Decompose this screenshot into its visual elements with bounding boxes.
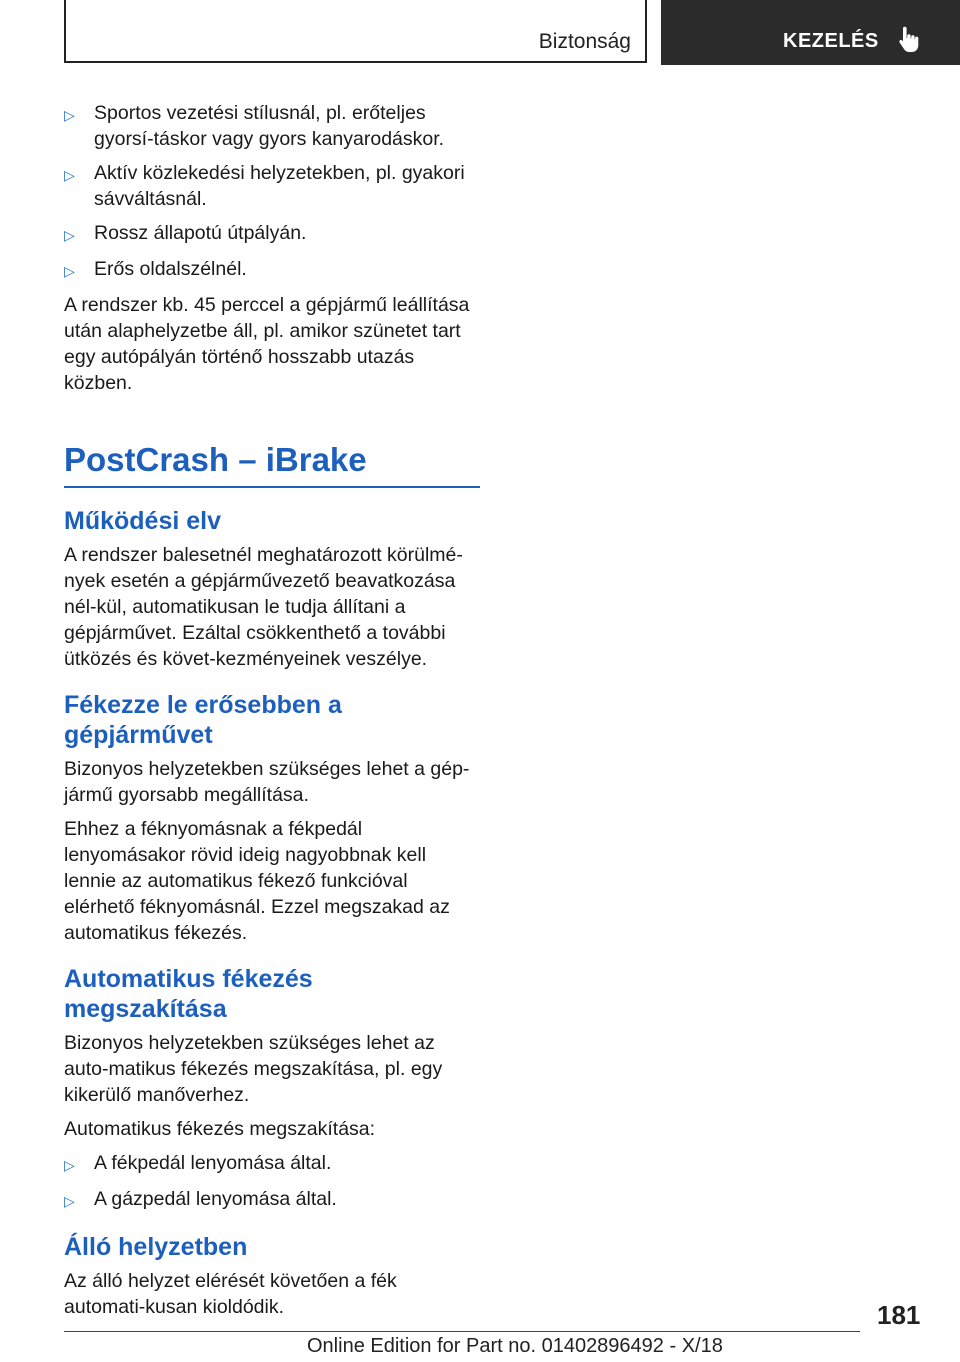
paragraph-brake-harder-1: Bizonyos helyzetekben szükséges lehet a gép-jármű gyorsabb megállítása. [64,758,470,806]
section-title-interrupt: Automatikus fékezés megszakítása [64,965,313,1023]
list-item: ▷ A gázpedál lenyomása által. [64,1186,482,1214]
list-item: ▷ Sportos vezetési stílusnál, pl. erőteljes gyorsí-táskor vagy gyors kanyarodáskor. [64,102,445,150]
triangle-bullet-icon: ▷ [64,107,75,123]
paragraph-interrupt-1: Bizonyos helyzetekben szükséges lehet az auto-matikus fékezés megszakítása, pl. egy kikerülő manőverhez. [64,1032,443,1106]
list-item: ▷ Erős oldalszélnél. [64,256,482,284]
header-section-title: Biztonság [538,30,631,53]
triangle-bullet-icon: ▷ [64,1193,75,1209]
header-chapter-tab [661,0,960,65]
paragraph-brake-harder-2: Ehhez a féknyomásnak a fékpedál lenyomásakor rövid ideig nagyobbnak kell lennie az automatikus fékező funkcióval elérhető féknyomásnál. Ezzel megszakad az automatikus fékezés. [64,818,450,944]
list-item: ▷ Aktív közlekedési helyzetekben, pl. gyakori sávváltásnál. [64,162,465,210]
paragraph-standstill: Az álló helyzet elérését követően a fék automati-kusan kioldódik. [64,1270,397,1318]
list-item: ▷ Rossz állapotú útpályán. [64,220,482,248]
list-item: ▷ A fékpedál lenyomása által. [64,1150,482,1178]
page-content [64,100,482,1328]
paragraph-principle: A rendszer balesetnél meghatározott körülmé-nyek esetén a gépjárművezető beavatkozása nél-kül, automatikusan le tudja állítani a gépjárművet. Ezáltal csökkenthető a további ütközés és követ-kezményeinek veszélye. [64,544,463,670]
triangle-bullet-icon: ▷ [64,227,75,243]
pointing-hand-icon [897,26,921,54]
header-section-box [64,0,647,63]
footer-edition: Online Edition for Part no. 01402896492 - X/18 [307,1335,723,1357]
page-title: PostCrash – iBrake [64,438,480,488]
section-title-brake-harder: Fékezze le erősebben a gépjárművet [64,691,342,749]
section-title-principle: Működési elv [64,507,221,535]
triangle-bullet-icon: ▷ [64,263,75,279]
section-title-standstill: Álló helyzetben [64,1233,248,1261]
paragraph-reset: A rendszer kb. 45 perccel a gépjármű leállítása után alaphelyzetbe áll, pl. amikor szünetet tart egy autópályán történő hosszabb utazás közben. [64,294,470,394]
paragraph-interrupt-2: Automatikus fékezés megszakítása: [64,1118,376,1140]
page-number: 181 [877,1300,921,1330]
footer-divider [64,1331,860,1332]
header-chapter-title: KEZELÉS [783,30,879,52]
triangle-bullet-icon: ▷ [64,1157,75,1173]
triangle-bullet-icon: ▷ [64,167,75,183]
